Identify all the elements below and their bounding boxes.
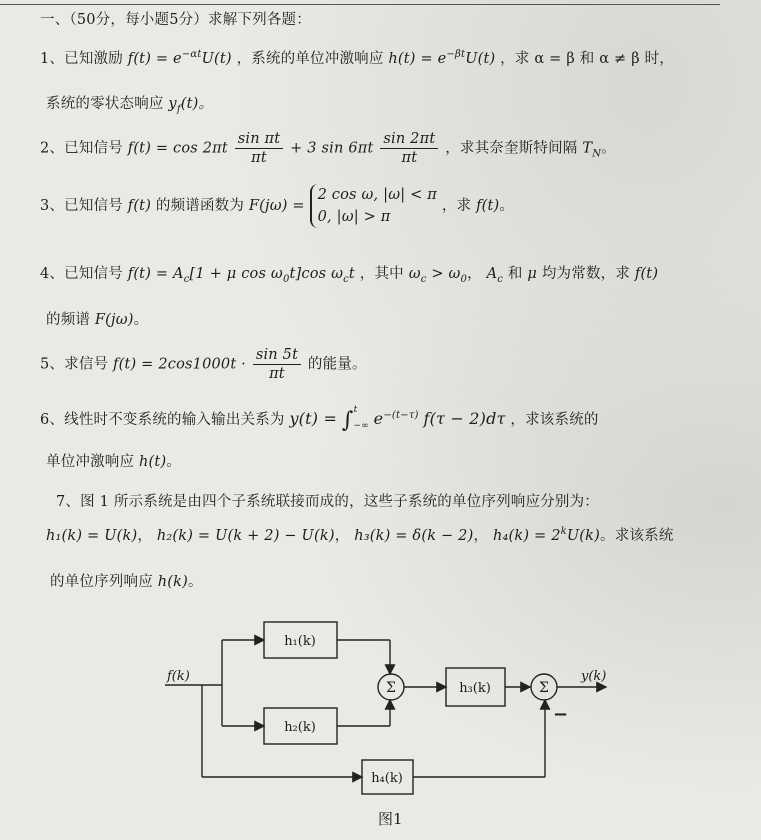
sum-symbol-1: Σ — [386, 680, 396, 696]
figure-caption: 图1 — [378, 810, 403, 828]
question-4: 4、已知信号 $f(t) = A_c[1 + \mu$ $\cos \omega_0t]\cos$ $\omega_ct$ ，其中 $\omega_c > \omega_0$， $A_c$ 和 μ 均为常数，求 f(t) — [40, 266, 659, 285]
block-h4-label: h₄(k) — [371, 771, 403, 786]
minus-sign: − — [553, 704, 569, 725]
block-diagram — [0, 600, 761, 800]
sum-symbol-2: Σ — [539, 680, 549, 696]
question-7-cont: 的单位序列响应 h(k)。 — [50, 574, 203, 590]
section-header: 一、（50分，每小题5分）求解下列各题： — [40, 12, 311, 28]
block-h1-label: h₁(k) — [284, 634, 316, 649]
fraction: $\frac{\sin 2\pi t}{\pi t}$ — [380, 130, 438, 167]
question-6: 6、线性时不变系统的输入输出关系为 y(t) = ∫$^t_{-\infty}$ $e^{-(t-\tau)}$ f(τ − 2)dτ ，求该系统的 — [40, 405, 599, 433]
question-6-cont: 单位冲激响应 h(t)。 — [46, 454, 181, 470]
fraction: $\frac{\sin 5t}{\pi t}$ — [253, 346, 301, 383]
question-5: 5、求信号 f(t) = 2cos1000t · $\frac{\sin 5t}{\pi t}$ 的能量。 — [40, 347, 367, 382]
question-3: 3、已知信号 f(t) 的频谱函数为 F(jω) = 2 cos ω, |ω| < π 0, |ω| > π ，求 f(t)。 — [40, 184, 514, 228]
top-rule — [0, 4, 720, 5]
piecewise-cases: 2 cos ω, |ω| < π 0, |ω| > π — [310, 184, 437, 228]
question-1: 1、已知激励 $f(t) = e^{-\alpha t}U(t)$ ，系统的单位冲激响应 $h(t) = e^{-\beta t}U(t)$ ，求 α = β 和 α ≠ β 时， — [40, 49, 674, 67]
question-7: 7、图 1 所示系统是由四个子系统联接而成的，这些子系统的单位序列响应分别为： — [56, 494, 599, 510]
block-h2-label: h₂(k) — [284, 720, 316, 735]
question-2: 2、已知信号 f(t) = cos 2πt $\frac{\text{sin πt}}{\pi t}$ + 3 sin 6πt $\frac{\sin 2\pi t}{\pi t}$ ，求其奈奎斯特间隔 $T_N$。 — [40, 131, 616, 166]
question-7-defs: h₁(k) = U(k)， h₂(k) = U(k + 2) − U(k)， h₃(k) = δ(k − 2)， $h_4(k) = 2^kU(k)$。求该系统 — [46, 526, 674, 544]
block-h3-label: h₃(k) — [459, 681, 491, 696]
output-label: y(k) — [581, 669, 607, 684]
question-1-cont: 系统的零状态响应 $y_f(t)$。 — [46, 96, 214, 115]
input-label: f(k) — [167, 669, 190, 684]
fraction: $\frac{\text{sin πt}}{\pi t}$ — [235, 130, 284, 167]
question-4-cont: 的频谱 F(jω)。 — [46, 312, 149, 328]
